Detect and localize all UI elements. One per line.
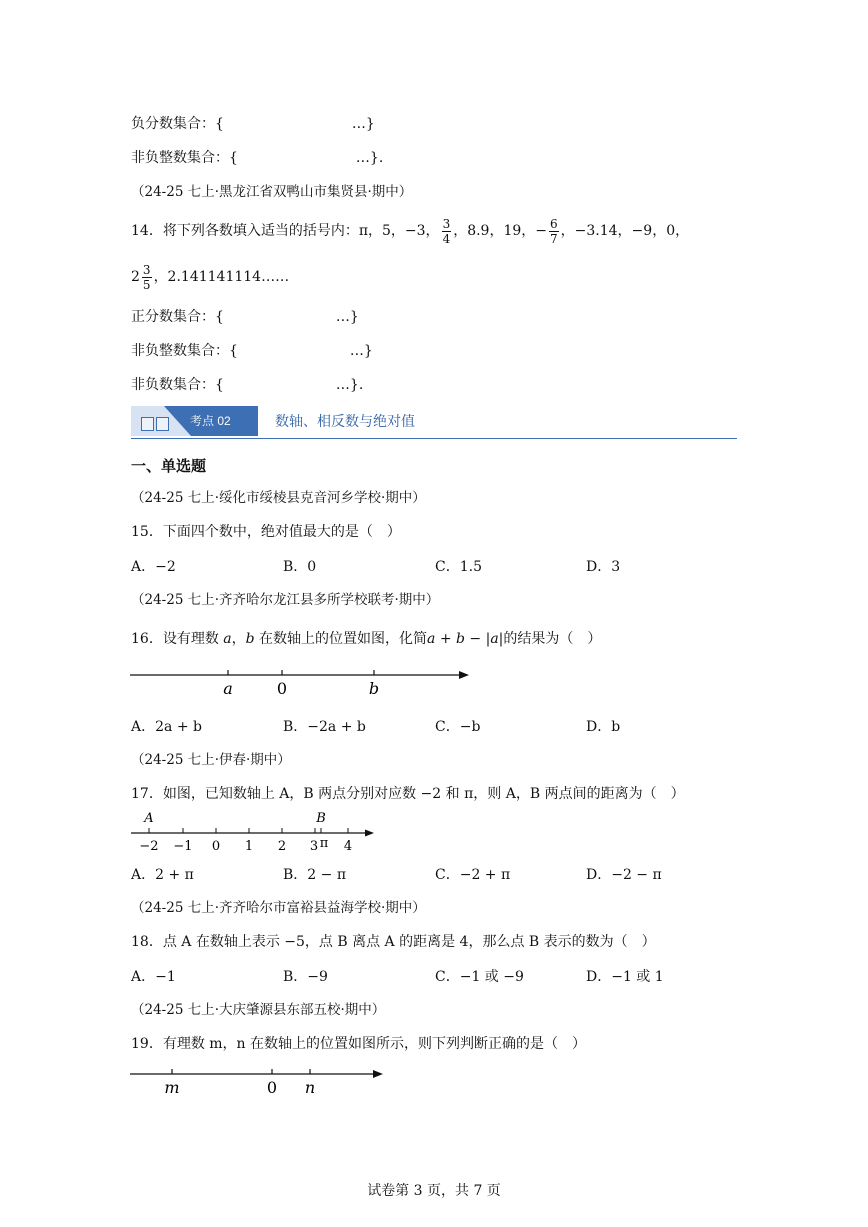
q17-point-b: B (316, 811, 326, 826)
book-icon (141, 417, 154, 431)
q14-positive-fraction-set (131, 307, 359, 327)
set3-end: …}. (335, 377, 364, 393)
q16-expression: a + b − |a| (427, 631, 504, 647)
q16-option-c: C．−b (435, 719, 481, 735)
q15-option-d: D．3 (586, 559, 621, 575)
q17-number-line (128, 808, 378, 856)
q19-label-n: n (304, 1078, 316, 1097)
q16-var-a: a (223, 631, 232, 647)
q14-intro: 14．将下列各数填入适当的括号内：π，5，−3， (131, 223, 440, 239)
topic-banner-rule (131, 438, 737, 439)
neg-fraction-set (131, 114, 375, 134)
q16-source: （24-25 七上·齐齐哈尔龙江县多所学校联考·期中） (131, 592, 440, 608)
q16-option-a: A．2a + b (131, 719, 202, 735)
q16-option-b: B．−2a + b (283, 719, 366, 735)
q16-text-a: 16．设有理数 (131, 631, 224, 647)
q17-point-a: A (144, 811, 154, 826)
set2-end: …} (349, 343, 373, 359)
q17-text: 17．如图，已知数轴上 A，B 两点分别对应数 −2 和 π，则 A，B 两点间的距离为（ ） (131, 786, 685, 802)
q14-source: （24-25 七上·黑龙江省双鸭山市集贤县·期中） (131, 184, 413, 200)
q18-option-d: D．−1 或 1 (586, 969, 664, 985)
q17-ticks (149, 828, 348, 833)
q19-text: 19．有理数 m，n 在数轴上的位置如图所示，则下列判断正确的是（ ） (131, 1036, 587, 1052)
q14-prompt-line2 (131, 262, 289, 292)
q17-tick-label: 3 (309, 839, 319, 854)
q19-number-line (125, 1060, 390, 1102)
q19-source: （24-25 七上·大庆肇源县东部五校·期中） (131, 1002, 386, 1018)
q15-option-b: B．0 (283, 559, 317, 575)
q17-option-d: D．−2 − π (586, 867, 662, 883)
set1-end: …} (335, 309, 359, 325)
q15-option-a: A．−2 (131, 559, 176, 575)
q16-label-b: b (368, 679, 380, 698)
q16-var-b: b (245, 631, 255, 647)
set2-label: 非负整数集合：{ (131, 343, 238, 359)
q18-source: （24-25 七上·齐齐哈尔市富裕县益海学校·期中） (131, 900, 426, 916)
q18-option-c: C．−1 或 −9 (435, 969, 524, 985)
q16-label-0: 0 (276, 679, 288, 698)
q16-text-b: ， (231, 631, 246, 647)
q15-option-c: C．1.5 (435, 559, 482, 575)
q17-tick-label: 0 (211, 839, 221, 854)
q14-mid: ，8.9，19，− (453, 223, 548, 239)
q15-text: 15．下面四个数中，绝对值最大的是（ ） (131, 524, 401, 540)
nonneg-int-end: …}. (355, 150, 384, 166)
neg-fraction-end: …} (351, 116, 375, 132)
q16-text (131, 629, 601, 649)
book-icon-2 (156, 417, 169, 431)
q14-nonneg-int-set (131, 341, 373, 361)
q19-label-0: 0 (266, 1078, 278, 1097)
q14-frac-3-5: $\frac{3}{5}$ (142, 262, 151, 292)
q14-tail: ，−3.14，−9，0， (560, 223, 690, 239)
q14-frac-3-4: $\frac{3}{4}$ (442, 216, 451, 246)
q17-axis-arrow (365, 830, 374, 837)
q17-tick-label: 2 (277, 839, 287, 854)
q18-text: 18．点 A 在数轴上表示 −5，点 B 离点 A 的距离是 4，那么点 B 表示的数为（ ） (131, 934, 656, 950)
page-footer: 试卷第 3 页，共 7 页 (367, 1183, 501, 1199)
q16-axis-arrow (459, 671, 469, 679)
q14-prompt (131, 216, 689, 246)
q19-label-m: m (164, 1078, 180, 1097)
set1-label: 正分数集合：{ (131, 309, 224, 325)
q16-option-d: D．b (586, 719, 621, 735)
q17-tick-label: 4 (343, 839, 353, 854)
q14-mixed-whole: 2 (131, 269, 140, 285)
q18-option-b: B．−9 (283, 969, 328, 985)
q17-tick-label: 1 (244, 839, 254, 854)
q14-frac-6-7: $\frac{6}{7}$ (550, 216, 558, 246)
q16-number-line (125, 660, 475, 702)
nonneg-int-label: 非负整数集合：{ (131, 150, 238, 166)
q16-label-a: a (223, 679, 233, 698)
q19-axis-arrow (373, 1070, 383, 1078)
q17-source: （24-25 七上·伊春·期中） (131, 752, 291, 768)
q17-option-b: B．2 − π (283, 867, 347, 883)
q17-option-a: A．2 + π (131, 867, 194, 883)
q16-text-c: 在数轴上的位置如图，化简 (254, 631, 428, 647)
nonneg-int-set-13 (131, 148, 383, 168)
q18-option-a: A．−1 (131, 969, 176, 985)
q15-source: （24-25 七上·绥化市绥棱县克音河乡学校·期中） (131, 490, 426, 506)
q14-line2-rest: ，2.141141114…… (153, 269, 290, 285)
q17-option-c: C．−2 + π (435, 867, 511, 883)
neg-fraction-label: 负分数集合：{ (131, 116, 224, 132)
q17-tick-label: −1 (173, 839, 193, 854)
q17-tick-label: −2 (139, 839, 159, 854)
q14-nonneg-set (131, 375, 363, 395)
q17-tick-label-pi: π (319, 836, 329, 851)
topic-banner-tag: 考点 02 (190, 414, 231, 428)
q16-text-d: 的结果为（ ） (503, 631, 602, 647)
set3-label: 非负数集合：{ (131, 377, 224, 393)
topic-banner-title: 数轴、相反数与绝对值 (275, 414, 415, 430)
section-title: 一、单选题 (131, 457, 207, 475)
